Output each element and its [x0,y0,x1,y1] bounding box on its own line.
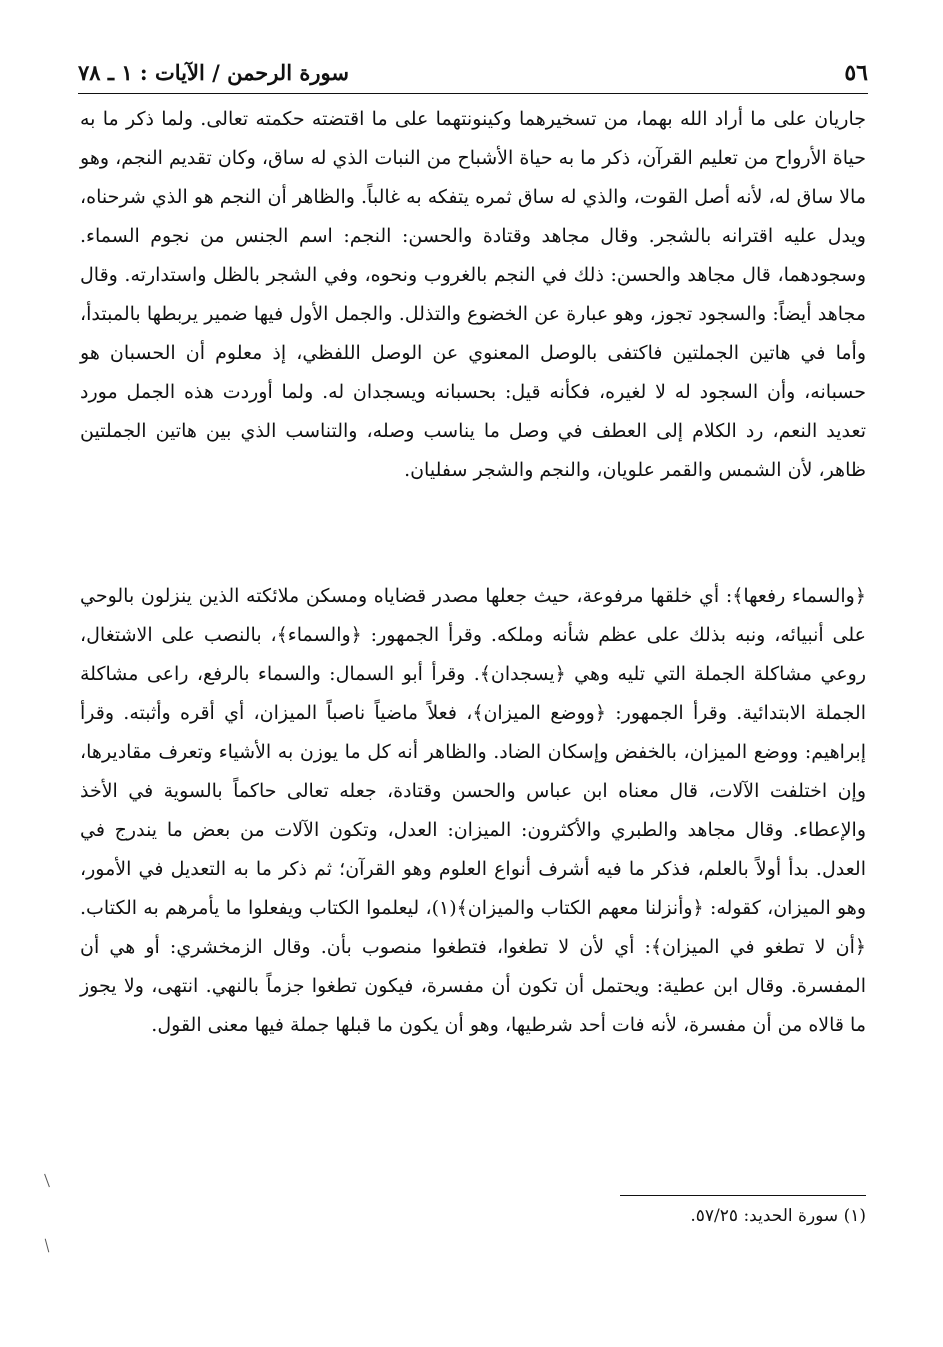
page-header [78,58,868,94]
paragraph-2-text: ﴿والسماء رفعها﴾: أي خلقها مرفوعة، حيث جعلها مصدر قضاياه ومسكن ملائكته الذين ينزلون بالوحي على أنبيائه، ونبه بذلك على عظم شأنه وملكه. وقرأ الجمهور: ﴿والسماء﴾، بالنصب على الاشتغال، روعي مشاكلة الجملة التي تليه وهي ﴿يسجدان﴾. وقرأ أبو السمال: والسماء بالرفع، راعى مشاكلة الجملة الابتدائية. وقرأ الجمهور: ﴿ووضع الميزان﴾، فعلاً ماضياً ناصباً الميزان، أي أقره وأثبته. وقرأ إبراهيم: ووضع الميزان، بالخفض وإسكان الضاد. والظاهر أنه كل ما يوزن به الأشياء وتعرف مقاديرها، وإن اختلفت الآلات، قال معناه ابن عباس والحسن وقتادة، جعله تعالى حاكماً بالسوية في الأخذ والإعطاء. وقال مجاهد والطبري والأكثرون: الميزان: العدل، وتكون الآلات من بعض ما يندرج في العدل. بدأ أولاً بالعلم، فذكر ما فيه أشرف أنواع العلوم وهو القرآن؛ ثم ذكر ما به التعديل في الأمور، وهو الميزان، كقوله: ﴿وأنزلنا معهم الكتاب والميزان﴾(١)، ليعلموا الكتاب ويفعلوا ما يأمرهم به الكتاب. ﴿أن لا تطغو في الميزان﴾: أي لأن لا تطغوا، فتطغوا منصوب بأن. وقال الزمخشري: أو هي أن المفسرة. وقال ابن عطية: ويحتمل أن تكون أن مفسرة، فيكون تطغوا جزماً بالنهي. انتهى، ولا يجوز ما قالاه من أن مفسرة، لأنه فات أحد شرطيها، وهو أن يكون ما قبلها جملة فيها معنى القول. [80,585,867,1036]
margin-scratch-mark [45,1239,50,1253]
footnote: (١) سورة الحديد: ٥٧/٢٥. [690,1206,866,1226]
paragraph-1-text: جاريان على ما أراد الله بهما، من تسخيرهما وكينونتهما على ما اقتضته حكمته تعالى. ولما ذكر ما به حياة الأرواح من تعليم القرآن، ذكر ما به حياة الأشباح من النبات الذي له ساق، وكان تقديم النجم، وهو مالا ساق له، لأنه أصل القوت، والذي له ساق ثمره يتفكه به غالباً. والظاهر أن النجم هو الذي شرحناه، ويدل عليه اقترانه بالشجر. وقال مجاهد وقتادة والحسن: النجم: اسم الجنس من نجوم السماء. وسجودهما، قال مجاهد والحسن: ذلك في النجم بالغروب ونحوه، وفي الشجر بالظل واستدارته. وقال مجاهد أيضاً: والسجود تجوز، وهو عبارة عن الخضوع والتذلل. والجمل الأول فيها ضمير يربطها بالمبتدأ، وأما في هاتين الجملتين فاكتفى بالوصل المعنوي عن الوصل اللفظي، إذ معلوم أن الحسبان هو حسبانه، وأن السجود له لا لغيره، فكأنه قيل: بحسبانه ويسجدان له. ولما أوردت هذه الجمل مورد تعديد النعم، رد الكلام إلى العطف في وصل ما يناسب وصله، والتناسب الذي بين هاتين الجملتين ظاهر، لأن الشمس والقمر علويان، والنجم والشجر سفليان. [80,108,866,481]
page-number: ٥٦ [844,60,868,86]
running-title: سورة الرحمن / الآيات : ١ ـ ٧٨ [78,60,349,85]
paragraph-1 [80,100,866,490]
header-rule [78,93,868,94]
margin-scratch-mark [44,1174,50,1187]
footnote-rule [620,1195,866,1196]
paragraph-2 [80,577,866,1045]
